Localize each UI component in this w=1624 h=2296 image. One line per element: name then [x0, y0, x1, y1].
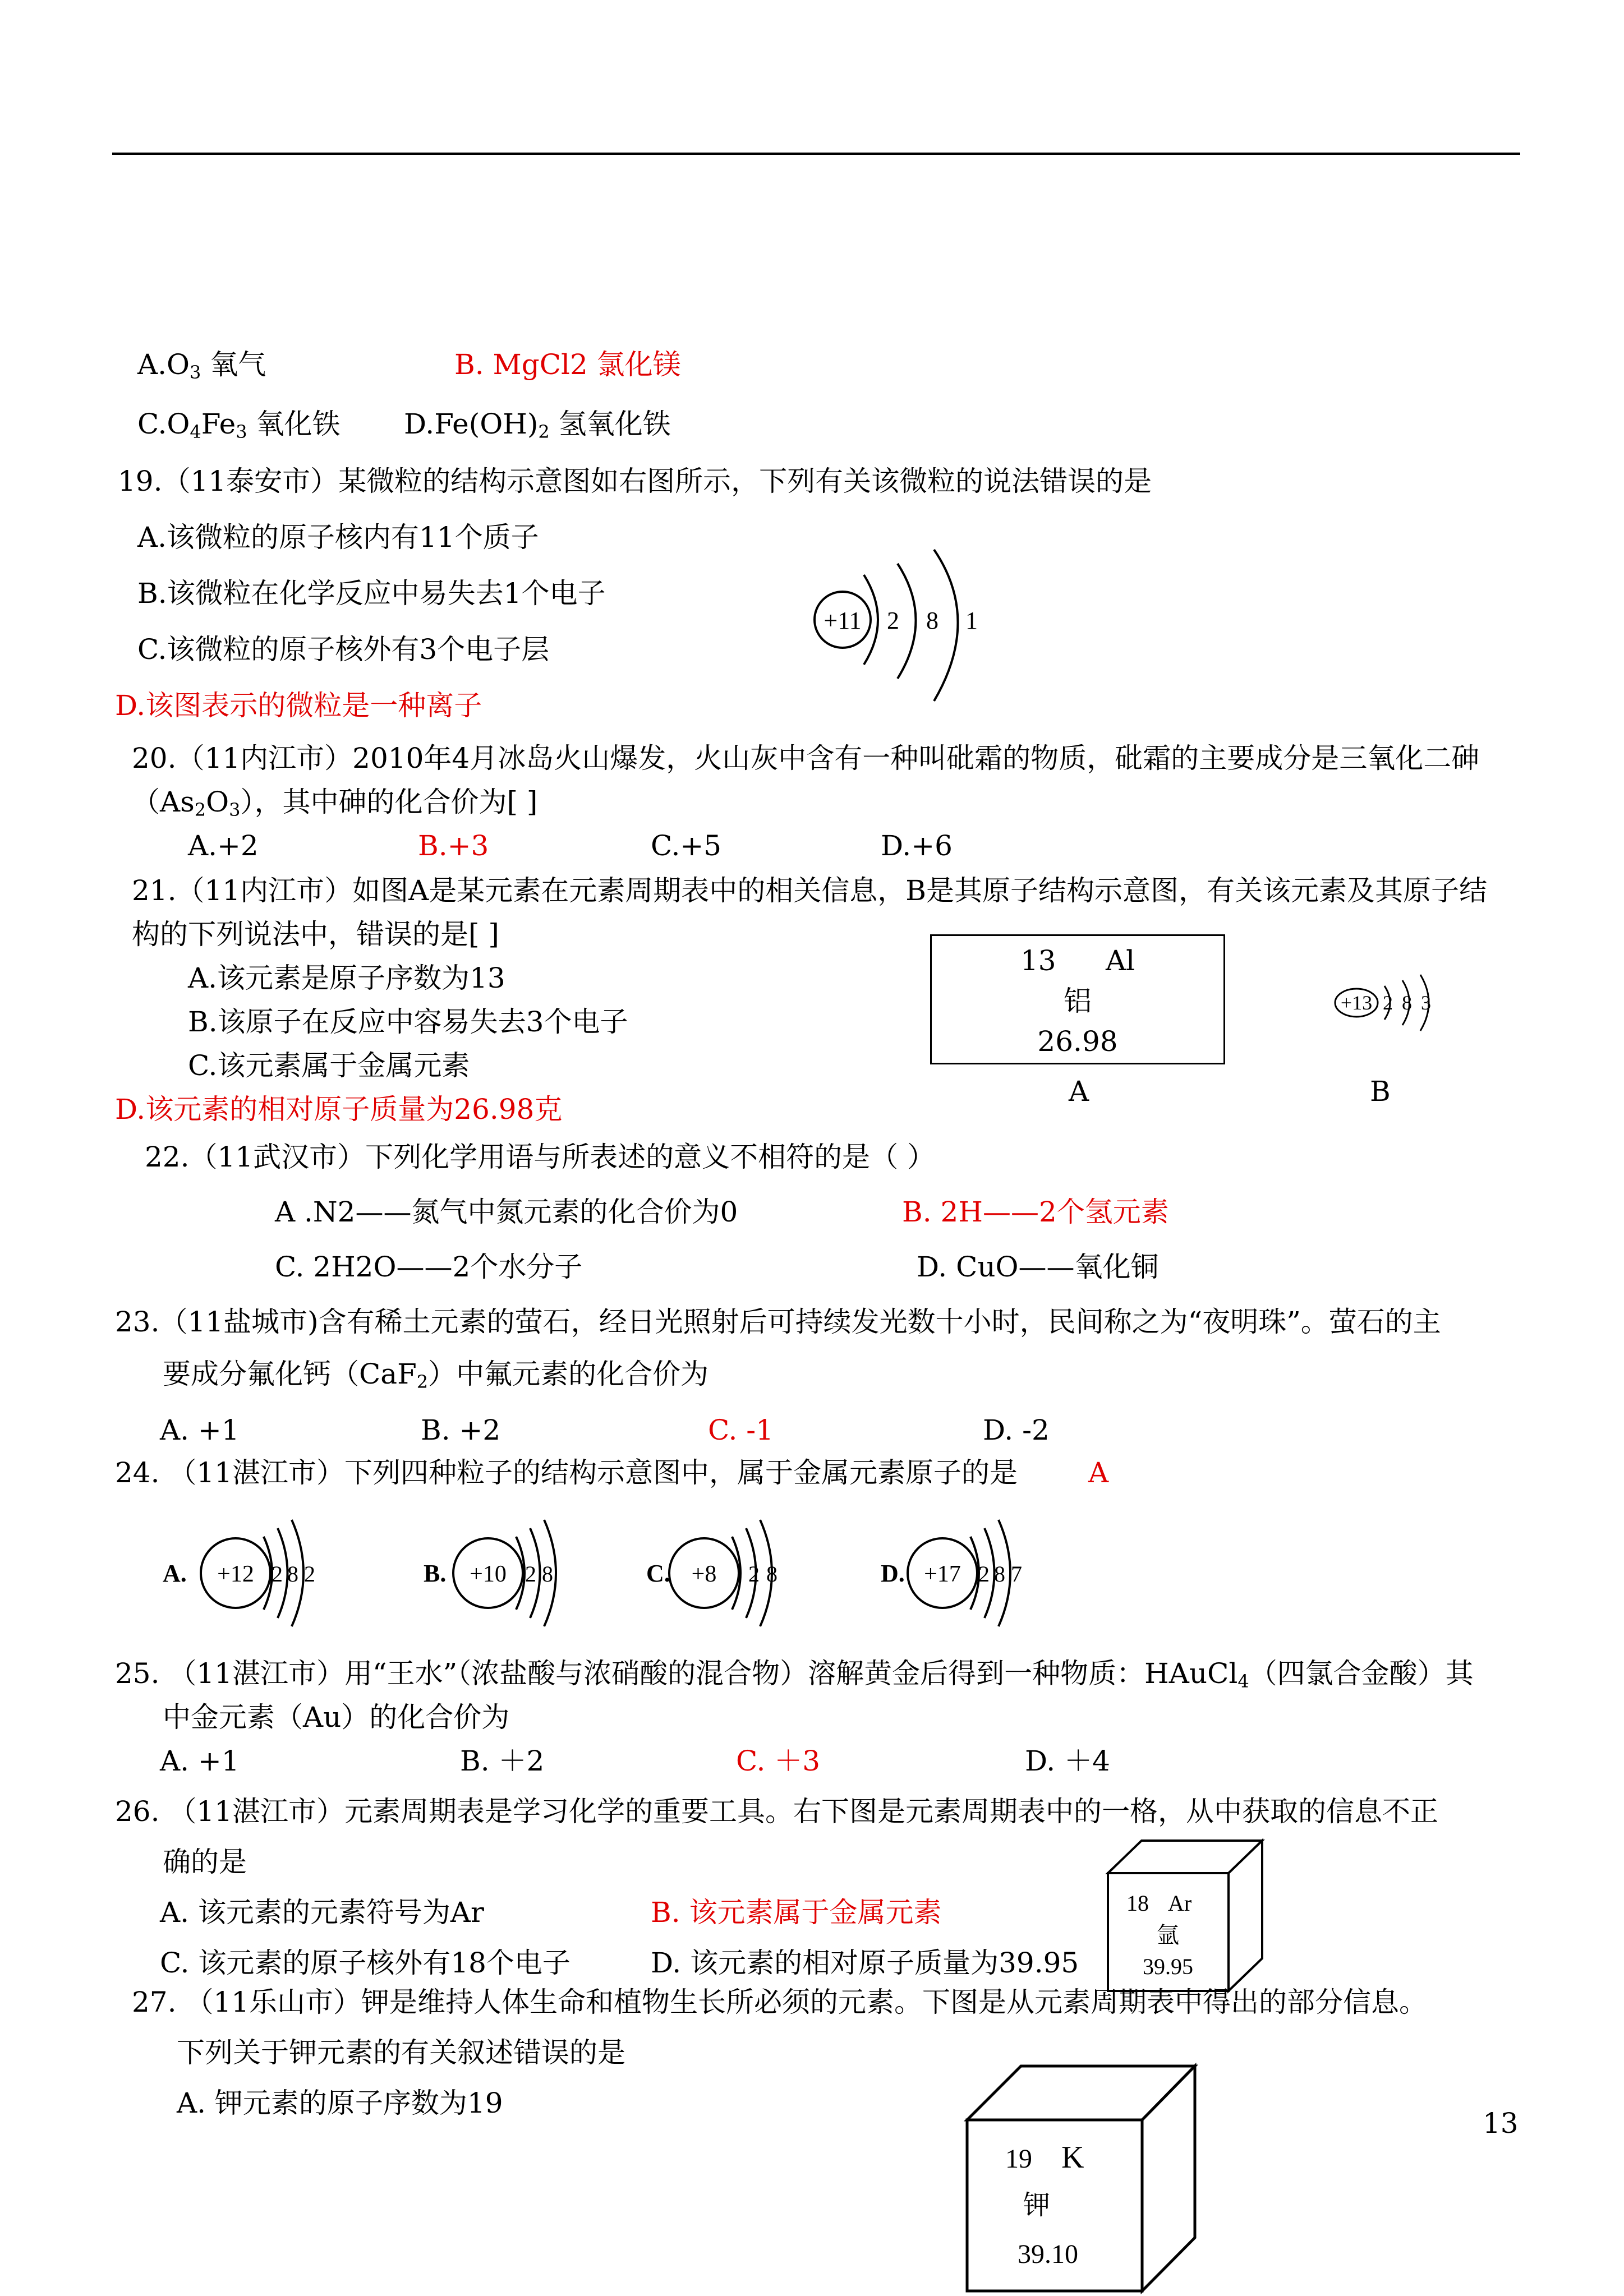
q21-stem-line2: 构的下列说法中，错误的是[ ]	[132, 918, 499, 951]
option-label: B.	[424, 1560, 447, 1587]
q24-answer: A	[1088, 1456, 1109, 1489]
option-label: D.	[881, 1560, 905, 1587]
q25-option-b: B. ＋2	[460, 1745, 545, 1777]
q20-option-a: A.+2	[188, 829, 259, 862]
q26-option-a: A. 该元素的元素符号为Ar	[160, 1896, 484, 1929]
q26-stem-line2: 确的是	[163, 1846, 247, 1878]
shell-electrons: 8	[287, 1561, 298, 1587]
q27-element-cube	[965, 2064, 1200, 2294]
page-number: 13	[1483, 2107, 1519, 2140]
element-symbol: K	[1061, 2140, 1084, 2175]
shell-electrons: 2	[748, 1561, 760, 1587]
element-symbol: Ar	[1168, 1891, 1192, 1916]
q20-option-c: C.+5	[651, 829, 722, 862]
q21-option-c: C.该元素属于金属元素	[188, 1049, 470, 1082]
q20-stem-line1: 20.（11内江市）2010年4月冰岛火山爆发，火山灰中含有一种叫砒霜的物质，砒霜的主要成分是三氧化二砷	[132, 742, 1480, 774]
atomic-number: 19	[1005, 2144, 1032, 2174]
shell-electrons: 8	[766, 1561, 778, 1587]
element-symbol: Al	[1106, 944, 1135, 977]
q19-atom-diagram	[808, 561, 993, 712]
q22-option-c: C. 2H2O——2个水分子	[275, 1251, 583, 1283]
q25-stem-line1: 25. （11湛江市）用“王水”（浓盐酸与浓硝酸的混合物）溶解黄金后得到一种物质：HAuCl$_4$（四氯合金酸）其	[115, 1657, 1474, 1692]
q19-option-d: D.该图表示的微粒是一种离子	[115, 689, 482, 722]
q23-stem-line2: 要成分氟化钙（CaF$_2$）中氟元素的化合价为	[163, 1358, 709, 1393]
shell-electrons: 1	[965, 607, 978, 634]
q21-option-d: D.该元素的相对原子质量为26.98克	[115, 1093, 563, 1126]
q19-option-c: C.该微粒的原子核外有3个电子层	[137, 633, 550, 666]
option-label: C.	[646, 1560, 670, 1587]
q27-option-a: A. 钾元素的原子序数为19	[177, 2087, 503, 2119]
atomic-number: 18	[1126, 1891, 1149, 1916]
atomic-number: 13	[1020, 944, 1056, 977]
q22-option-a: A .N2——氮气中氮元素的化合价为0	[275, 1196, 738, 1228]
q26-option-b: B. 该元素属于金属元素	[651, 1896, 942, 1929]
q23-option-d: D. -2	[983, 1414, 1050, 1446]
q27-stem-line1: 27. （11乐山市）钾是维持人体生命和植物生长所必须的元素。下图是从元素周期表中得出的部分信息。	[132, 1986, 1428, 2018]
shell-arc	[898, 564, 916, 679]
shell-electrons: 2	[525, 1561, 536, 1587]
q24-option-d-diagram	[881, 1520, 1022, 1626]
shell-electrons: 8	[994, 1561, 1005, 1587]
q21-figure-label-b: B	[1370, 1075, 1391, 1108]
q25-stem-line2: 中金元素（Au）的化合价为	[163, 1701, 510, 1733]
q22-stem: 22.（11武汉市）下列化学用语与所表述的意义不相符的是（ ）	[145, 1141, 936, 1173]
nucleus-charge: +17	[924, 1561, 961, 1587]
nucleus-charge: +10	[470, 1561, 507, 1587]
shell-electrons: 3	[1421, 992, 1431, 1014]
q25-option-c: C. ＋3	[736, 1745, 821, 1777]
q20-option-d: D.+6	[881, 829, 953, 862]
q27-stem-line2: 下列关于钾元素的有关叙述错误的是	[177, 2036, 625, 2069]
q18-option-a: $A.O_3$ 氧气	[137, 348, 266, 383]
shell-electrons: 2	[304, 1561, 315, 1587]
element-name: 铝	[1064, 985, 1092, 1017]
q24-option-c-diagram	[646, 1520, 778, 1626]
atomic-mass: 26.98	[1037, 1025, 1118, 1058]
q18-option-c: $C.O_4Fe_3$ 氧化铁	[137, 408, 341, 442]
q19-stem: 19.（11泰安市）某微粒的结构示意图如右图所示，下列有关该微粒的说法错误的是	[118, 465, 1152, 497]
shell-electrons: 2	[272, 1561, 283, 1587]
q26-stem-line1: 26. （11湛江市）元素周期表是学习化学的重要工具。右下图是元素周期表中的一格，从中获取的信息不正	[115, 1795, 1439, 1828]
q24-option-a-diagram	[163, 1520, 315, 1626]
q24-stem: 24. （11湛江市）下列四种粒子的结构示意图中，属于金属元素原子的是	[115, 1456, 1018, 1489]
q23-option-b: B. +2	[421, 1414, 501, 1446]
q26-element-cube	[1099, 1834, 1273, 1997]
shell-electrons: 2	[1383, 992, 1393, 1014]
shell-electrons: 2	[978, 1561, 990, 1587]
shell-electrons: 8	[926, 607, 938, 634]
q25-option-a: A. +1	[160, 1745, 240, 1777]
q18-option-d: $D.Fe(OH)_2$ 氢氧化铁	[404, 408, 671, 442]
q19-option-a: A.该微粒的原子核内有11个质子	[137, 521, 539, 554]
q21-figure-label-a: A	[1069, 1075, 1089, 1108]
q19-option-b: B.该微粒在化学反应中易失去1个电子	[137, 577, 606, 610]
q24-option-b-diagram	[424, 1520, 556, 1626]
q21-stem-line1: 21.（11内江市）如图A是某元素在元素周期表中的相关信息，B是其原子结构示意图，有关该元素及其原子结	[132, 874, 1487, 907]
q23-option-a: A. +1	[160, 1414, 240, 1446]
header-rule	[112, 153, 1520, 155]
shell-electrons: 8	[542, 1561, 553, 1587]
nucleus-charge: +11	[823, 607, 862, 634]
q18-option-b: B. MgCl2 氯化镁	[454, 348, 681, 381]
nucleus-charge: +12	[217, 1561, 254, 1587]
element-name: 氩	[1157, 1922, 1179, 1948]
element-name: 钾	[1023, 2191, 1051, 2220]
q23-option-c: C. -1	[708, 1414, 774, 1446]
q22-option-b: B. 2H——2个氢元素	[902, 1196, 1169, 1228]
q20-stem-line2: $(As_2O_3)$，其中砷的化合价为[ ]	[132, 786, 538, 820]
atomic-mass: 39.10	[1018, 2239, 1078, 2269]
q20-option-b: B.+3	[418, 829, 489, 862]
atomic-mass: 39.95	[1143, 1954, 1193, 1979]
q23-stem-line1: 23.（11盐城市)含有稀土元素的萤石，经日光照射后可持续发光数十小时，民间称之为“夜明珠”。萤石的主	[115, 1306, 1441, 1338]
shell-electrons: 2	[887, 607, 899, 634]
q22-option-d: D. CuO——氧化铜	[917, 1251, 1159, 1283]
q21-option-a: A.该元素是原子序数为13	[188, 962, 505, 994]
shell-electrons: 8	[1402, 992, 1412, 1014]
nucleus-charge: +8	[691, 1561, 717, 1587]
shell-electrons: 7	[1011, 1561, 1022, 1587]
q21-element-cell	[930, 934, 1225, 1064]
q25-option-d: D. ＋4	[1025, 1745, 1110, 1777]
q26-option-c: C. 该元素的原子核外有18个电子	[160, 1947, 571, 1979]
q21-option-b: B.该原子在反应中容易失去3个电子	[188, 1006, 628, 1038]
q26-option-d: D. 该元素的相对原子质量为39.95	[651, 1947, 1079, 1979]
option-label: A.	[163, 1560, 187, 1587]
q21-atom-diagram	[1324, 965, 1447, 1043]
q24-atom-diagrams	[163, 1514, 1060, 1632]
nucleus-charge: +13	[1340, 992, 1373, 1014]
